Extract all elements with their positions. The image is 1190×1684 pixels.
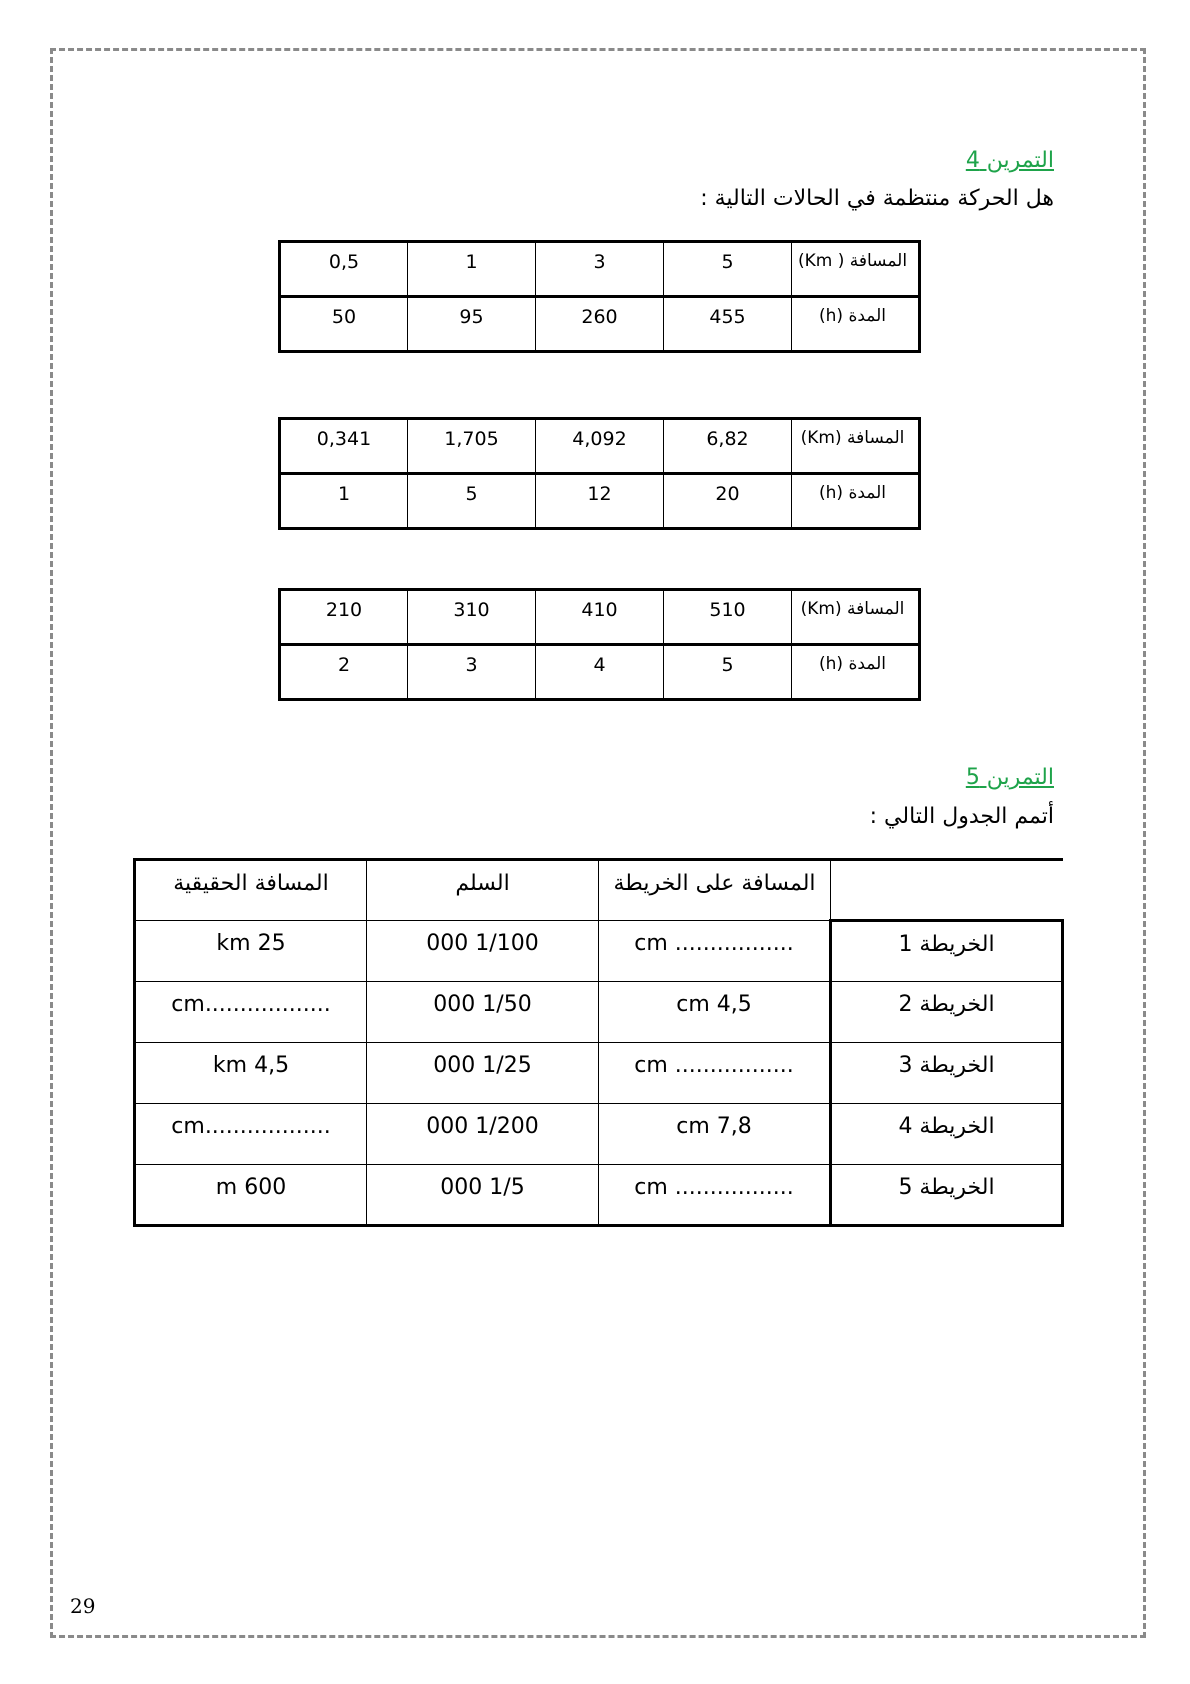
header-real-distance: المسافة الحقيقية bbox=[135, 860, 367, 921]
duration-cell: 455 bbox=[664, 297, 792, 352]
empty-corner-cell bbox=[831, 860, 1063, 921]
motion-table-2 bbox=[278, 417, 921, 530]
distance-cell: 4,092 bbox=[536, 419, 664, 474]
scale-cell: 1/100 000 bbox=[367, 921, 599, 982]
distance-label: المسافة (Km) bbox=[792, 590, 920, 645]
map-distance-cell: ................. cm bbox=[599, 1043, 831, 1104]
table-row bbox=[135, 982, 1063, 1043]
motion-table-3 bbox=[278, 588, 921, 701]
exercise-4-question: هل الحركة منتظمة في الحالات التالية : bbox=[700, 186, 1054, 211]
map-scale-table bbox=[133, 858, 1064, 1227]
duration-cell: 95 bbox=[408, 297, 536, 352]
distance-cell: 6,82 bbox=[664, 419, 792, 474]
motion-table-1 bbox=[278, 240, 921, 353]
map-distance-cell: ................. cm bbox=[599, 1165, 831, 1226]
distance-cell: 1 bbox=[408, 242, 536, 297]
duration-cell: 260 bbox=[536, 297, 664, 352]
distance-label: المسافة ( Km) bbox=[792, 242, 920, 297]
table-row bbox=[135, 1104, 1063, 1165]
duration-row bbox=[280, 297, 920, 352]
duration-cell: 12 bbox=[536, 474, 664, 529]
real-distance-cell: 4,5 km bbox=[135, 1043, 367, 1104]
duration-label: المدة (h) bbox=[792, 297, 920, 352]
distance-cell: 5 bbox=[664, 242, 792, 297]
row-label: الخريطة 1 bbox=[831, 921, 1063, 982]
real-distance-cell: 25 km bbox=[135, 921, 367, 982]
distance-cell: 310 bbox=[408, 590, 536, 645]
table-row bbox=[135, 1165, 1063, 1226]
scale-cell: 1/5 000 bbox=[367, 1165, 599, 1226]
row-label: الخريطة 2 bbox=[831, 982, 1063, 1043]
header-map-distance: المسافة على الخريطة bbox=[599, 860, 831, 921]
distance-cell: 410 bbox=[536, 590, 664, 645]
map-distance-cell: 4,5 cm bbox=[599, 982, 831, 1043]
exercise-5-question: أتمم الجدول التالي : bbox=[869, 804, 1054, 829]
page-number: 29 bbox=[70, 1594, 96, 1618]
duration-row bbox=[280, 645, 920, 700]
duration-label: المدة (h) bbox=[792, 645, 920, 700]
duration-cell: 20 bbox=[664, 474, 792, 529]
distance-cell: 510 bbox=[664, 590, 792, 645]
header-scale: السلم bbox=[367, 860, 599, 921]
real-distance-cell: ..................cm bbox=[135, 1104, 367, 1165]
exercise-5-title: التمرين 5 bbox=[965, 765, 1054, 790]
table-row bbox=[135, 1043, 1063, 1104]
distance-row bbox=[280, 590, 920, 645]
distance-cell: 210 bbox=[280, 590, 408, 645]
distance-cell: 0,341 bbox=[280, 419, 408, 474]
duration-cell: 5 bbox=[664, 645, 792, 700]
distance-cell: 0,5 bbox=[280, 242, 408, 297]
duration-cell: 50 bbox=[280, 297, 408, 352]
duration-row bbox=[280, 474, 920, 529]
scale-cell: 1/50 000 bbox=[367, 982, 599, 1043]
header-row bbox=[135, 860, 1063, 921]
distance-row bbox=[280, 419, 920, 474]
scale-cell: 1/200 000 bbox=[367, 1104, 599, 1165]
duration-label: المدة (h) bbox=[792, 474, 920, 529]
duration-cell: 1 bbox=[280, 474, 408, 529]
duration-cell: 3 bbox=[408, 645, 536, 700]
duration-cell: 2 bbox=[280, 645, 408, 700]
map-distance-cell: 7,8 cm bbox=[599, 1104, 831, 1165]
duration-cell: 5 bbox=[408, 474, 536, 529]
row-label: الخريطة 4 bbox=[831, 1104, 1063, 1165]
distance-label: المسافة (Km) bbox=[792, 419, 920, 474]
table-row bbox=[135, 921, 1063, 982]
real-distance-cell: 600 m bbox=[135, 1165, 367, 1226]
distance-cell: 1,705 bbox=[408, 419, 536, 474]
scale-cell: 1/25 000 bbox=[367, 1043, 599, 1104]
distance-cell: 3 bbox=[536, 242, 664, 297]
row-label: الخريطة 5 bbox=[831, 1165, 1063, 1226]
row-label: الخريطة 3 bbox=[831, 1043, 1063, 1104]
real-distance-cell: ..................cm bbox=[135, 982, 367, 1043]
distance-row bbox=[280, 242, 920, 297]
map-distance-cell: ................. cm bbox=[599, 921, 831, 982]
duration-cell: 4 bbox=[536, 645, 664, 700]
exercise-4-title: التمرين 4 bbox=[965, 148, 1054, 173]
